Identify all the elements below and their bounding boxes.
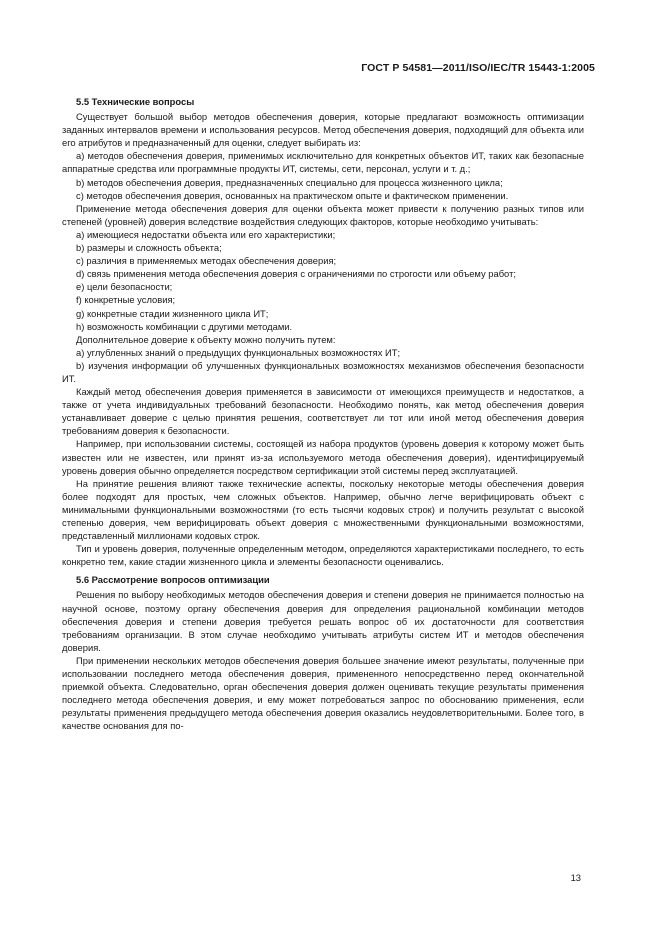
document-body [62,95,584,733]
list-item: b) размеры и сложность объекта; [76,242,222,254]
list-item: d) связь применения метода обеспечения доверия с ограничениями по строгости или объему работ; [76,268,516,280]
section-heading: 5.5 Технические вопросы [76,96,195,107]
paragraph: При применении нескольких методов обеспечения доверия большее значение имеют результаты, полученные при использовании последнего метода обеспечения доверия, примененного непосредственно перед окончательной приемкой объекта. Следовательно, орган обеспечения доверия должен оценивать текущие результаты применения последнего метода обеспечения доверия, и ему может потребоваться запрос по обоснованию применения, если результаты применения предыдущего метода обеспечения доверия оказались неудовлетворительными. Более того, в качестве основания для по- [62,654,584,732]
list-item: a) имеющиеся недостатки объекта или его характеристики; [76,228,336,240]
section-heading: 5.6 Рассмотрение вопросов оптимизации [76,574,270,586]
paragraph: Каждый метод обеспечения доверия применяется в зависимости от имеющихся преимуществ и недостатков, а также от учета индивидуальных требований безопасности. Необходимо понять, как метод обеспечения доверия устанавливает доверие с целью принятия решения, соответствует ли тот или иной метод обеспечения доверия требованиям доверия к безопасности. [62,386,584,437]
paragraph: На принятие решения влияют также технические аспекты, поскольку некоторые методы обеспечения доверия более подходят для простых, чем сложных объектов. Например, обычно легче верифицировать объект с минимальными функциональными возможностями (то есть тысячи кодовых строк) и получить результат с высокой степенью доверия, чем верифицировать объект доверия с множественными функциональными возможностями, представленный миллионами кодовых строк. [62,477,584,542]
document-header: ГОСТ Р 54581—2011/ISO/IEC/TR 15443-1:2005 [361,62,595,74]
page-number: 13 [570,872,581,883]
list-item: h) возможность комбинации с другими методами. [76,320,293,332]
paragraph: Решения по выбору необходимых методов обеспечения доверия и степени доверия не принимается полностью на научной основе, поэтому органу обеспечения доверия для определения рациональной комбинации методов обеспечения доверия и степени доверия требуется решать вопрос об их достаточности для соответствия требованиям организации. В этом случае необходимо учитывать атрибуты систем ИТ и методов обеспечения доверия. [62,589,584,653]
paragraph: Существует большой выбор методов обеспечения доверия, которые предлагают возможность оптимизации заданных интервалов времени и использования ресурсов. Метод обеспечения доверия, подходящий для объекта или его атрибутов и предназначенный для оценки, следует выбирать из: [62,111,584,149]
list-item: c) методов обеспечения доверия, основанных на практическом опыте и фактическом применении. [76,189,509,201]
list-item: c) различия в применяемых методах обеспечения доверия; [76,255,337,267]
list-item: a) методов обеспечения доверия, применимых исключительно для конкретных объектов ИТ, таких как безопасные аппаратные средства или программные продукты ИТ, системы, сети, персонал, услуги и т. д.; [62,150,584,175]
list-item: b) изучения информации об улучшенных функциональных возможностях механизмов обеспечения безопасности ИТ. [62,359,584,384]
paragraph: Применение метода обеспечения доверия для оценки объекта может привести к получению разных типов или степеней (уровней) доверия вследствие воздействия следующих факторов, которые необходимо учитывать: [62,202,584,227]
list-item: a) углубленных знаний о предыдущих функциональных возможностях ИТ; [76,346,401,358]
paragraph: Например, при использовании системы, состоящей из набора продуктов (уровень доверия к которому может быть известен или не известен, или принят из-за используемого метода обеспечения доверия), идентифицируемый уровень доверия обычно определяется посредством сертификации этой системы перед эксплуатацией. [62,438,584,476]
list-item: b) методов обеспечения доверия, предназначенных специально для процесса жизненного цикла; [76,176,503,188]
paragraph: Тип и уровень доверия, полученные определенным методом, определяются характеристиками последнего, то есть конкретно тем, какие стадии жизненного цикла и элементы безопасности оценивались. [62,543,584,568]
list-item: e) цели безопасности; [76,281,173,293]
list-item: f) конкретные условия; [76,294,176,306]
list-item: g) конкретные стадии жизненного цикла ИТ; [76,307,269,319]
paragraph: Дополнительное доверие к объекту можно получить путем: [76,333,336,345]
